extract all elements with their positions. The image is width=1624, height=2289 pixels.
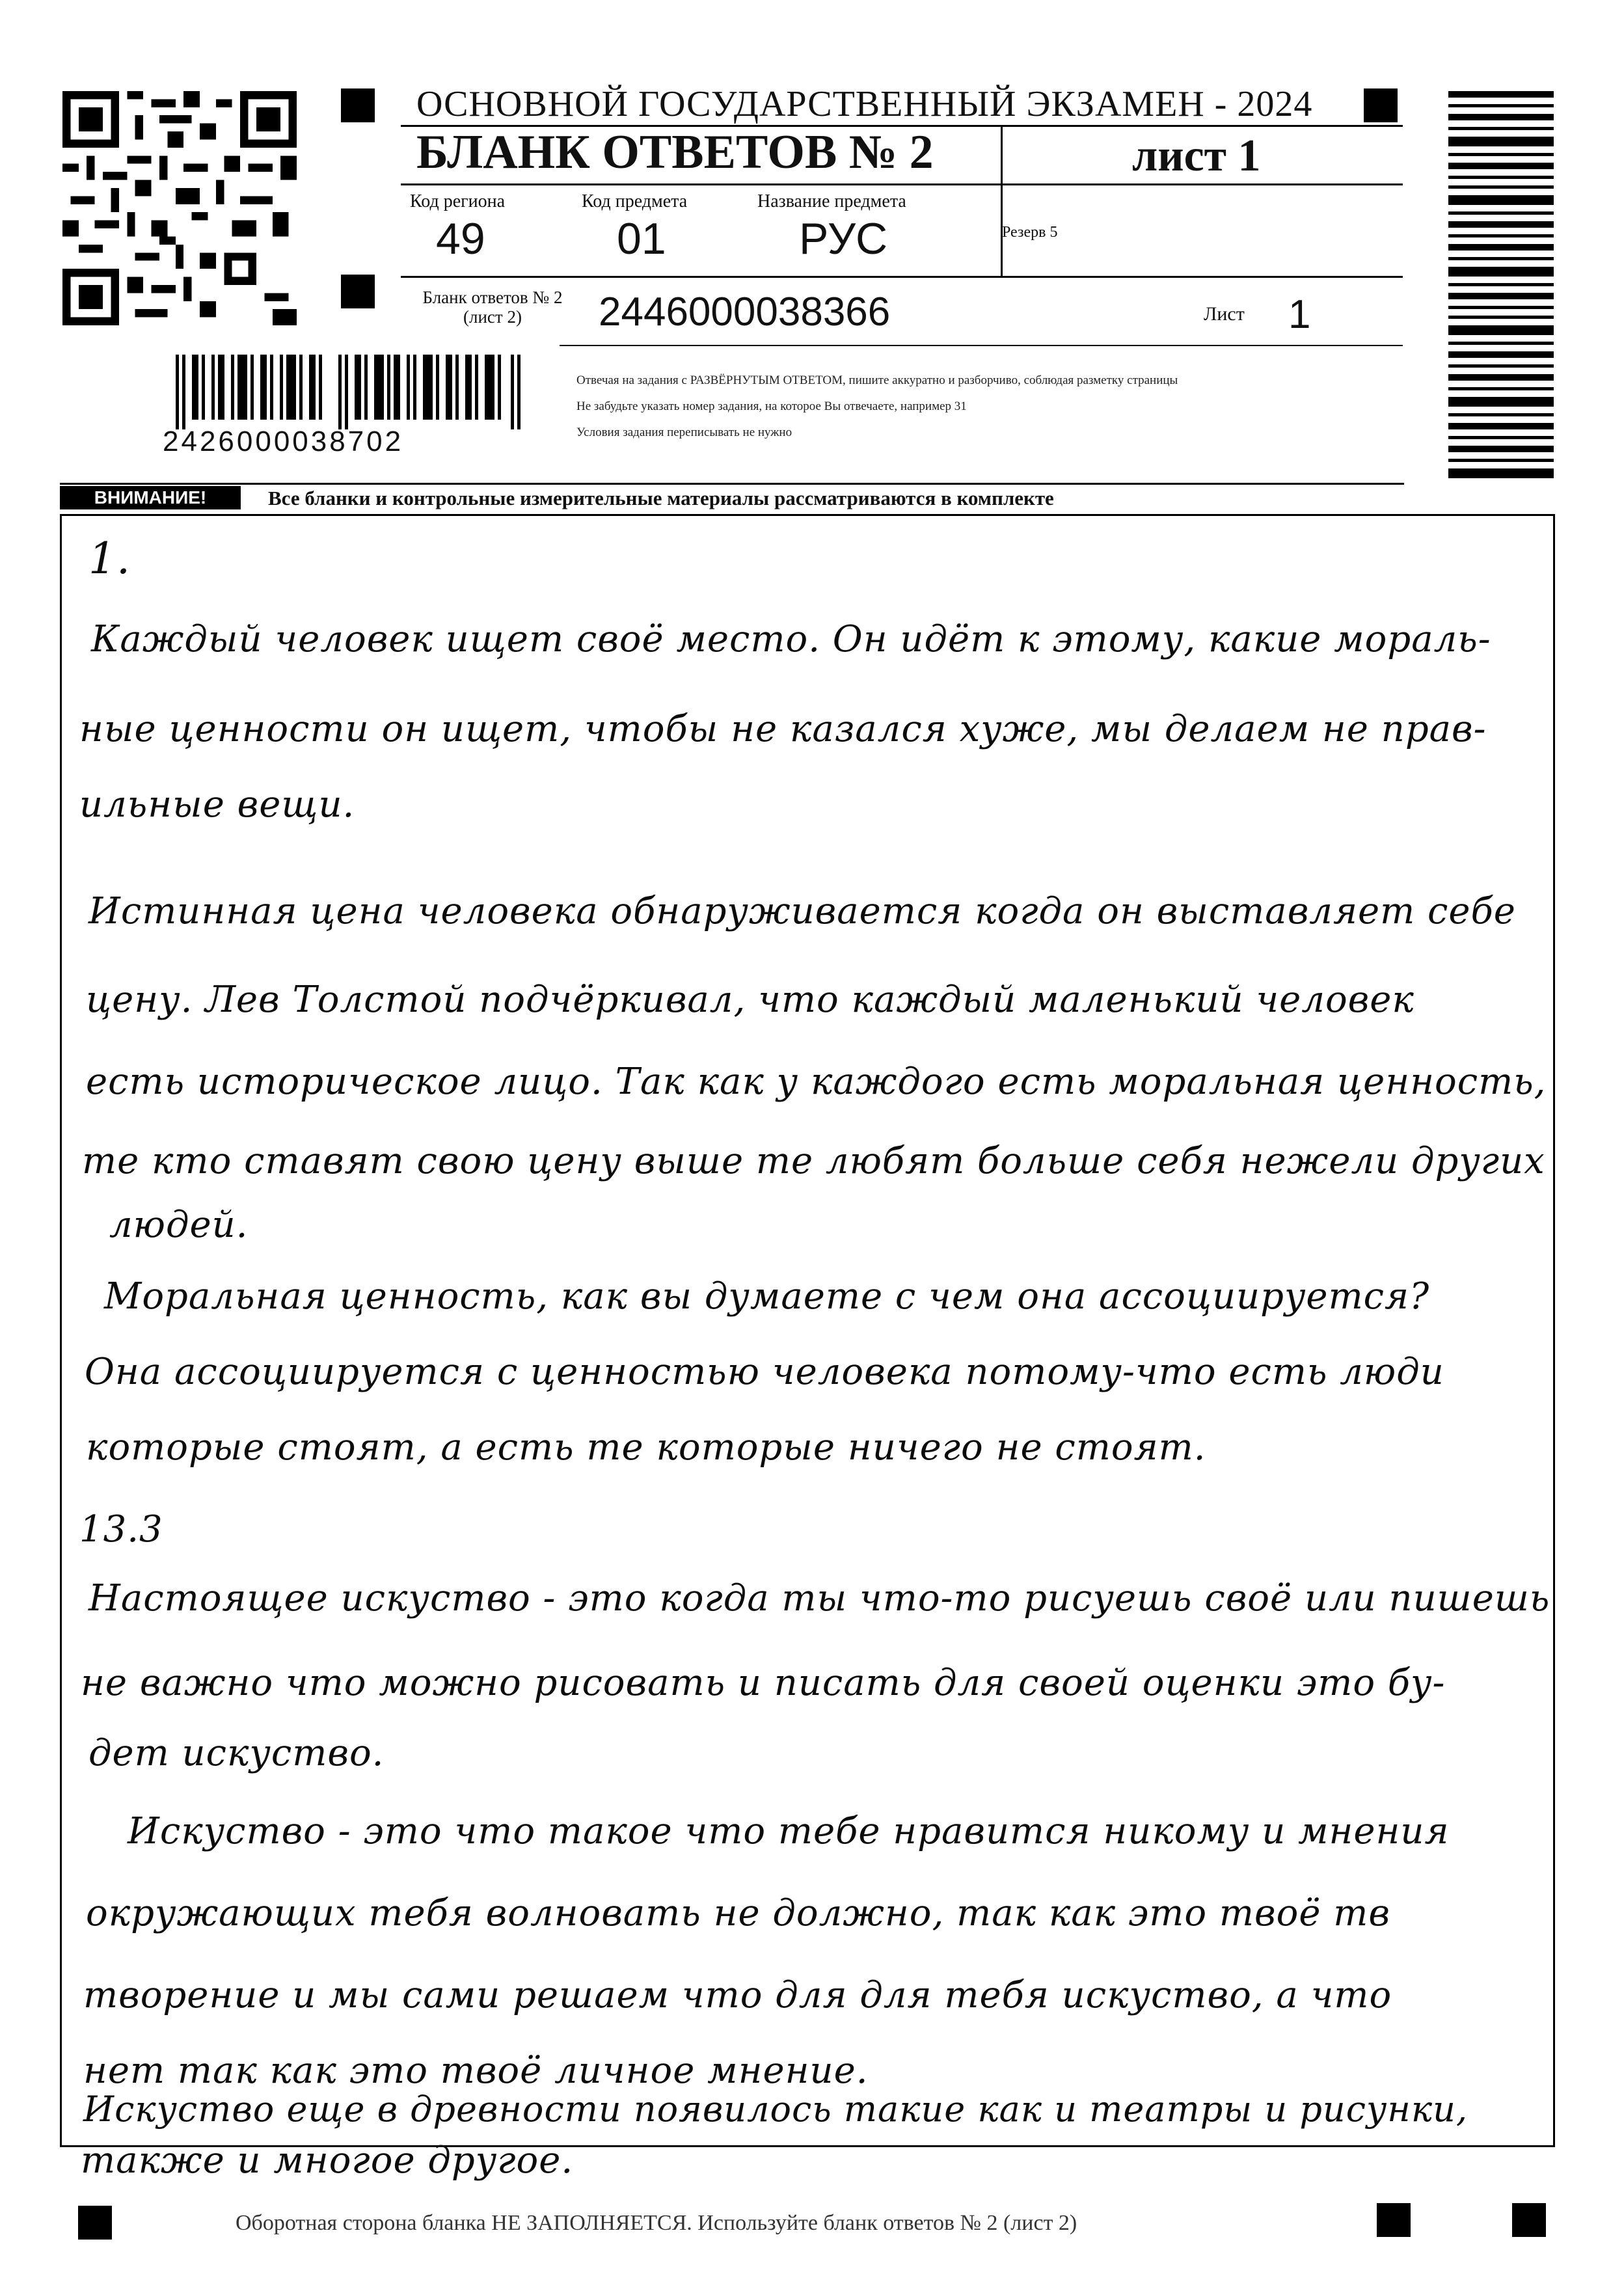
answer-line: 1. <box>88 534 131 584</box>
answer-line: ные ценности он ищет, чтобы не казался хуже, мы делаем не прав- <box>79 708 1487 750</box>
answer-line: Каждый человек ищет своё место. Он идёт к этому, какие мораль- <box>91 618 1491 660</box>
answer-line: 13.3 <box>79 1508 163 1551</box>
answer-line: окружающих тебя волновать не должно, так как это твоё тв <box>86 1892 1390 1934</box>
form-reference-line2: (лист 2) <box>463 307 522 327</box>
registration-marker-mid-left <box>341 275 375 308</box>
answer-line: те кто ставят свою цену выше те любят больше себя нежели других <box>82 1140 1545 1182</box>
attention-text: Все бланки и контрольные измерительные материалы рассматриваются в комплекте <box>268 487 1054 509</box>
subject-code: 01 <box>617 214 666 264</box>
subject-name-label: Название предмета <box>757 191 906 211</box>
answer-line: дет искуство. <box>88 1732 385 1774</box>
qr-code <box>62 91 297 325</box>
page-number: 1 <box>1288 292 1311 337</box>
answer-line: также и многое другое. <box>81 2139 574 2182</box>
answer-line: Моральная ценность, как вы думаете с чем она ассоциируется? <box>104 1275 1430 1318</box>
answer-line: Искуство еще в древности появилось такие как и театры и рисунки, <box>83 2089 1468 2130</box>
answer-line: Искуство - это что такое что тебе нравится никому и мнения <box>128 1810 1450 1852</box>
form-reference <box>398 288 587 327</box>
side-barcode <box>1448 91 1554 481</box>
answer-line: Истинная цена человека обнаруживается когда он выставляет себе <box>88 890 1516 932</box>
reserve-label: Резерв 5 <box>1002 224 1058 241</box>
answer-line: творение и мы сами решаем что для для тебя искуство, а что <box>83 1974 1392 2016</box>
answer-line: ильные вещи. <box>79 783 355 826</box>
answer-line: Она ассоциируется с ценностью человека потому-что есть люди <box>85 1351 1444 1393</box>
header-divider-middle <box>401 183 1403 185</box>
registration-marker-bottom-right-2 <box>1512 2203 1546 2237</box>
attention-badge: ВНИМАНИЕ! <box>60 486 241 509</box>
region-label: Код региона <box>410 191 506 211</box>
registration-marker-top-left <box>341 88 375 122</box>
form-title-separator <box>1001 126 1003 276</box>
form-title: БЛАНК ОТВЕТОВ № 2 <box>416 126 934 179</box>
barcode-number: 2426000038702 <box>163 426 404 457</box>
answer-line: Настоящее искуство - это когда ты что-то рисуешь своё или пишешь <box>88 1577 1550 1619</box>
barcode <box>176 355 521 429</box>
exam-title: ОСНОВНОЙ ГОСУДАРСТВЕННЫЙ ЭКЗАМЕН - 2024 <box>416 84 1313 124</box>
registration-marker-top-right <box>1364 88 1398 122</box>
answer-line: цену. Лев Толстой подчёркивал, что каждый маленький человек <box>86 979 1414 1021</box>
sheet-title: лист 1 <box>1132 131 1261 181</box>
instruction-line-2: Не забудьте указать номер задания, на которое Вы отвечаете, например 31 <box>576 400 967 413</box>
form-reference-line1: Бланк ответов № 2 <box>422 288 563 307</box>
answer-line: не важно что можно рисовать и писать для своей оценки это бу- <box>81 1662 1446 1704</box>
registration-marker-bottom-right-1 <box>1377 2203 1411 2237</box>
region-code: 49 <box>436 214 485 264</box>
instruction-line-3: Условия задания переписывать не нужно <box>576 426 792 439</box>
answer-line: нет так как это твоё личное мнение. <box>83 2050 869 2092</box>
number-underline <box>560 345 1403 346</box>
form-number: 2446000038366 <box>599 290 891 334</box>
subject-code-label: Код предмета <box>582 191 688 211</box>
attention-top-rule <box>60 483 1404 485</box>
subject-name: РУС <box>799 214 888 264</box>
answer-line: есть историческое лицо. Так как у каждого есть моральная ценность, <box>86 1061 1547 1103</box>
registration-marker-bottom-left <box>78 2206 112 2240</box>
footer-note: Оборотная сторона бланка НЕ ЗАПОЛНЯЕТСЯ. Используйте бланк ответов № 2 (лист 2) <box>236 2211 1077 2235</box>
instruction-line-1: Отвечая на задания с РАЗВЁРНУТЫМ ОТВЕТОМ, пишите аккуратно и разборчиво, соблюдая разметку страницы <box>576 373 1178 387</box>
answer-line: которые стоят, а есть те которые ничего не стоят. <box>86 1426 1206 1469</box>
header-divider-bottom <box>401 276 1403 278</box>
answer-line: людей. <box>109 1204 249 1246</box>
page-label: Лист <box>1204 303 1245 325</box>
